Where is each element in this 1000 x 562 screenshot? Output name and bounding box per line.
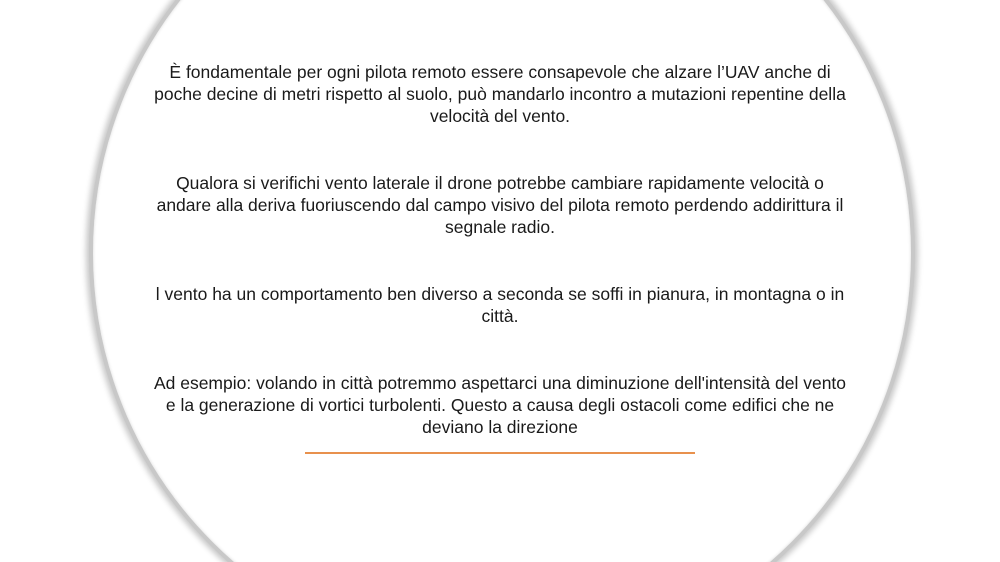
paragraph-lateral-wind: Qualora si verifichi vento laterale il drone potrebbe cambiare rapidamente velocità o andare alla deriva fuoriuscendo dal campo visivo del pilota remoto perdendo addirittura il segnale radio. [156, 173, 844, 237]
accent-divider [305, 452, 695, 454]
paragraph-wind-behavior: l vento ha un comportamento ben diverso a seconda se soffi in pianura, in montagna o in città. [155, 284, 845, 326]
paragraph-city-example: Ad esempio: volando in città potremmo aspettarci una diminuzione dell'intensità del vento e la generazione di vortici turbolenti. Questo a causa degli ostacoli come edifici che ne deviano la direzione [153, 373, 847, 437]
paragraph-altitude-wind: È fondamentale per ogni pilota remoto essere consapevole che alzare l’UAV anche di poche decine di metri rispetto al suolo, può mandarlo incontro a mutazioni repentine della velocità del vento. [154, 62, 846, 126]
